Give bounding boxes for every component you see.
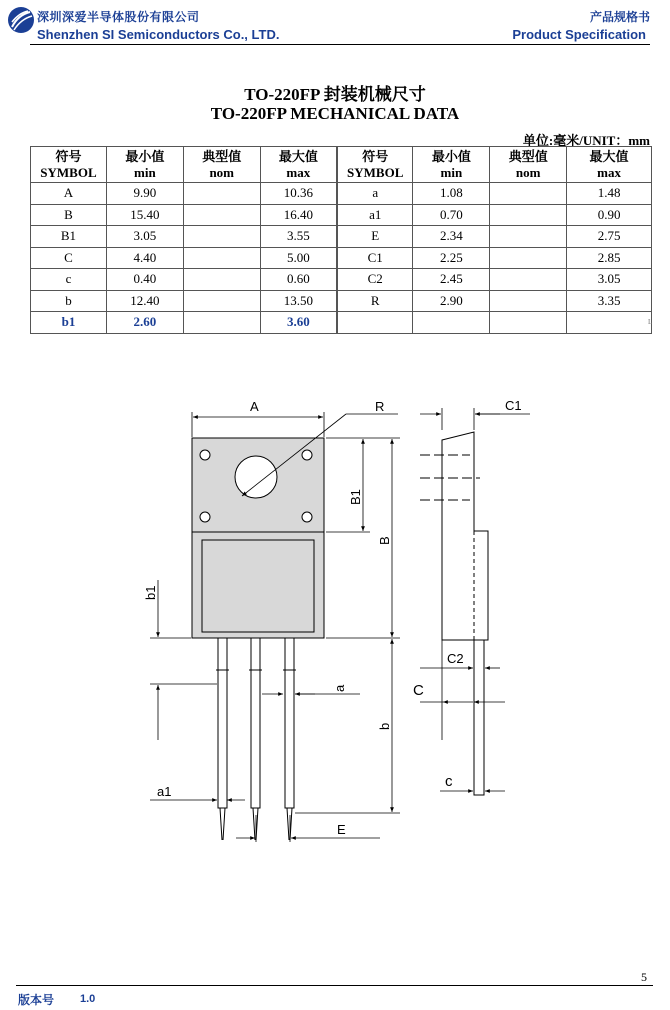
table-row-highlighted [31, 312, 652, 334]
table-cell: 3.35 [567, 290, 652, 312]
table-cell: 0.70 [413, 204, 490, 226]
table-cell [183, 312, 260, 334]
table-cell: c [31, 269, 107, 291]
table-cell [183, 269, 260, 291]
page-title-cn: TO-220FP 封装机械尺寸 [244, 85, 426, 104]
table-cell [183, 204, 260, 226]
table-cell: b [31, 290, 107, 312]
table-cell: B [31, 204, 107, 226]
table-cell: 2.45 [413, 269, 490, 291]
table-cell [567, 312, 652, 334]
table-cell [490, 247, 567, 269]
table-row [31, 290, 652, 312]
label-a1: a1 [157, 784, 172, 799]
header-nom: 典型值 nom [183, 147, 260, 183]
table-cell [490, 204, 567, 226]
table-cell: C [31, 247, 107, 269]
table-row [31, 204, 652, 226]
label-C: C [413, 682, 424, 699]
table-cell: C2 [337, 269, 413, 291]
footer-divider [16, 985, 653, 986]
label-c: c [445, 773, 453, 790]
table-cell: 2.85 [567, 247, 652, 269]
table-cell [183, 290, 260, 312]
table-cell: E [337, 226, 413, 248]
table-cell [490, 269, 567, 291]
table-cell: 3.05 [567, 269, 652, 291]
label-a: a [332, 684, 347, 692]
table-cell: 4.40 [106, 247, 183, 269]
table-cell: 2.75 [567, 226, 652, 248]
table-cell: 1.08 [413, 183, 490, 205]
table-cell: b1 [31, 312, 107, 334]
table-corner-mark: L [648, 318, 653, 326]
table-cell [490, 226, 567, 248]
label-C1: C1 [505, 398, 522, 413]
header-max: 最大值 max [260, 147, 337, 183]
table-cell: 0.90 [567, 204, 652, 226]
label-B1: B1 [348, 489, 363, 505]
dimensions-table [30, 146, 652, 334]
table-header-row [31, 147, 652, 183]
label-E: E [337, 822, 346, 837]
table-cell: A [31, 183, 107, 205]
side-lead [474, 640, 484, 795]
table-cell: 2.90 [413, 290, 490, 312]
version-number: 1.0 [80, 993, 96, 1005]
table-cell: 0.60 [260, 269, 337, 291]
lead-2 [251, 638, 260, 808]
table-cell [183, 247, 260, 269]
table-cell: 0.40 [106, 269, 183, 291]
label-B: B [377, 536, 392, 545]
table-cell [337, 312, 413, 334]
table-cell: 16.40 [260, 204, 337, 226]
table-cell: a [337, 183, 413, 205]
table-cell: 3.60 [260, 312, 337, 334]
table-cell: 9.90 [106, 183, 183, 205]
table-row [31, 183, 652, 205]
lead-3 [285, 638, 294, 808]
table-cell: 3.55 [260, 226, 337, 248]
table-cell [413, 312, 490, 334]
header-max: 最大值 max [567, 147, 652, 183]
page-number: 5 [641, 970, 647, 984]
table-cell: 1.48 [567, 183, 652, 205]
header-symbol: 符号 SYMBOL [31, 147, 107, 183]
table-cell: 12.40 [106, 290, 183, 312]
table-cell: 13.50 [260, 290, 337, 312]
page-title-en: TO-220FP MECHANICAL DATA [210, 104, 460, 123]
label-C2: C2 [447, 651, 464, 666]
company-name-en: Shenzhen SI Semiconductors Co., LTD. [37, 27, 280, 42]
table-cell: B1 [31, 226, 107, 248]
table-cell: 2.34 [413, 226, 490, 248]
header-divider [30, 44, 650, 45]
version-label: 版本号 [18, 993, 55, 1007]
label-R: R [375, 399, 385, 414]
mounting-hole [235, 456, 277, 498]
header-nom: 典型值 nom [490, 147, 567, 183]
table-cell: 15.40 [106, 204, 183, 226]
table-cell: 2.25 [413, 247, 490, 269]
table-cell [183, 183, 260, 205]
label-b: b [377, 722, 392, 730]
table-cell: C1 [337, 247, 413, 269]
table-row [31, 269, 652, 291]
table-cell: a1 [337, 204, 413, 226]
table-cell: 5.00 [260, 247, 337, 269]
unit-label: 单位:毫米/UNIT：mm [522, 133, 650, 148]
package-side-view [442, 432, 488, 640]
label-b1: b1 [143, 585, 158, 600]
table-cell [490, 290, 567, 312]
doc-type-en: Product Specification [512, 27, 646, 42]
label-A: A [250, 399, 259, 414]
company-name-cn: 深圳深爱半导体股份有限公司 [37, 10, 200, 24]
table-cell: 3.05 [106, 226, 183, 248]
table-cell: 10.36 [260, 183, 337, 205]
table-cell [490, 183, 567, 205]
header-symbol: 符号 SYMBOL [337, 147, 413, 183]
lead-1 [218, 638, 227, 808]
table-cell [490, 312, 567, 334]
company-logo-icon [6, 5, 36, 35]
table-row [31, 247, 652, 269]
table-cell [183, 226, 260, 248]
doc-type-cn: 产品规格书 [589, 10, 650, 24]
header-min: 最小值 min [413, 147, 490, 183]
table-row [31, 226, 652, 248]
header-min: 最小值 min [106, 147, 183, 183]
table-cell: R [337, 290, 413, 312]
table-cell: 2.60 [106, 312, 183, 334]
package-drawing [120, 395, 540, 845]
